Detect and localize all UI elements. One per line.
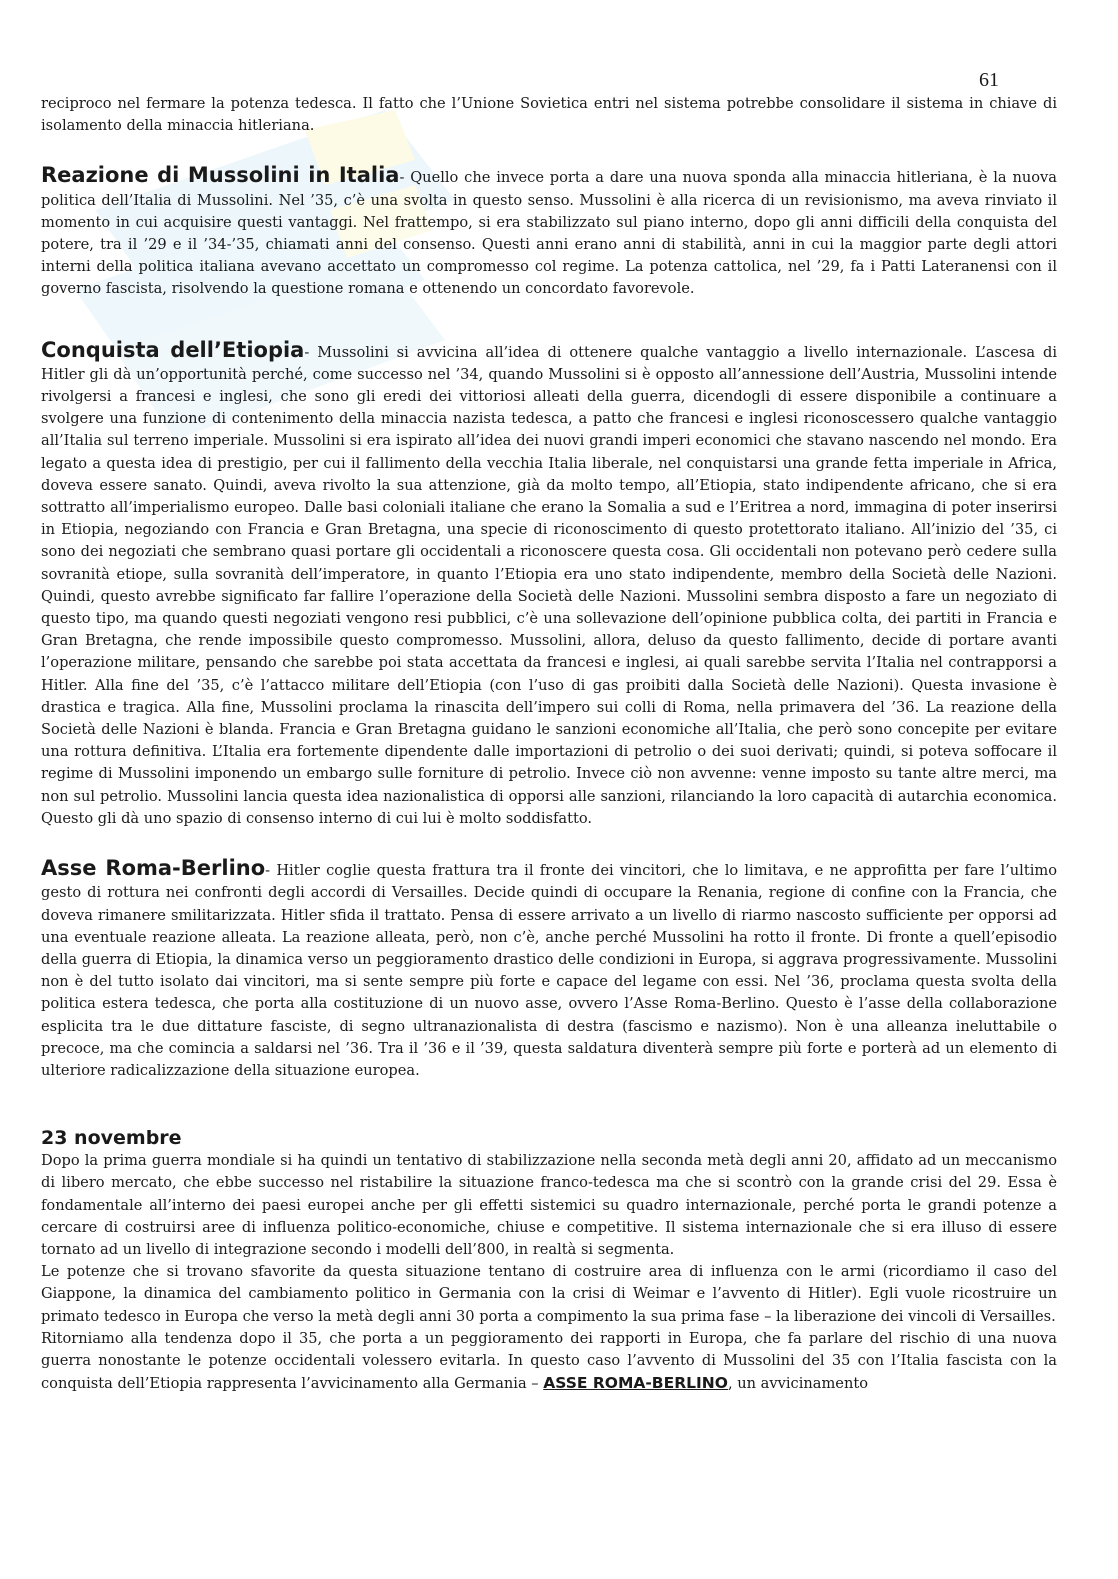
asse-roma-berlino-emphasis: ASSE ROMA-BERLINO — [543, 1374, 728, 1393]
section-mussolini-italia — [41, 164, 1057, 300]
november-paragraph-2: Le potenze che si trovano sfavorite da questa situazione tentano di costruire area di influenza con le armi (ricordiamo il caso del Giappone, la dinamica del cambiamento politico in Germania con la crisi di Weimar e l’avvento di Hitler). Egli vuole ricostruire un primato tedesco in Europa che verso la metà degli anni 30 porta a compimento la sua prima fase – la liberazione dei vincoli di Versailles. — [41, 1263, 1057, 1325]
section-text: - Quello che invece porta a dare una nuova sponda alla minaccia hitleriana, è la nuova politica dell’Italia di Mussolini. Nel ’35, c’è una svolta in questo senso. Mussolini è alla ricerca di un revisionismo, ma aveva rinviato il momento in cui acquisire questi vantaggi. Nel frattempo, si era stabilizzato sul piano interno, dopo gli anni difficili della conquista del potere, tra il ’29 e il ’34-’35, chiamati anni del consenso. Questi anni erano anni di stabilità, anni in cui la maggior parte degli attori interni della politica italiana avevano accettato un compromesso col regime. La potenza cattolica, nel ’29, fa i Patti Lateranensi con il governo fascista, risolvendo la questione romana e ottenendo un concordato favorevole. — [41, 169, 1057, 298]
date-heading: 23 novembre — [41, 1127, 182, 1150]
document-body — [41, 93, 1057, 1395]
november-paragraph-1: Dopo la prima guerra mondiale si ha quindi un tentativo di stabilizzazione nella seconda metà degli anni 20, affidato ad un meccanismo di libero mercato, che ebbe successo nel ristabilire la situazione franco-tedesca ma che si scontrò con la grande crisi del 29. Essa è fondamentale all’interno dei paesi europei anche per gli effetti sistemici su quadro internazionale, perché porta le grandi potenze a cercare di costruirsi aree di influenza politico-economiche, chiuse e competitive. Il sistema internazionale che si era illuso di essere tornato ad un livello di integrazione secondo i modelli dell’800, in realtà si segmenta. — [41, 1152, 1057, 1258]
section-heading: Asse Roma-Berlino — [41, 856, 266, 881]
november-paragraph-3 — [41, 1328, 1057, 1396]
section-heading: Conquista dell’Etiopia — [41, 337, 305, 362]
section-conquista-etiopia — [41, 339, 1057, 830]
page-number: 61 — [979, 69, 999, 91]
section-heading: Reazione di Mussolini in Italia — [41, 163, 400, 188]
section-asse-roma-berlino — [41, 857, 1057, 1082]
section-text: - Hitler coglie questa frattura tra il fronte dei vincitori, che lo limitava, e ne approfitta per fare l’ultimo gesto di rottura nei confronti degli accordi di Versailles. Decide quindi di occupare la Renania, regione di confine con la Francia, che doveva rimanere smilitarizzata. Hitler sfida il trattato. Pensa di essere arrivato a un livello di riarmo nascosto sufficiente per opporsi ad una eventuale reazione alleata. La reazione alleata, però, non c’è, anche perché Mussolini ha rotto il fronte. Di fronte a quell’episodio della guerra di Etiopia, la dinamica verso un peggioramento drastico delle condizioni in Europa, si aggrava progressivamente. Mussolini non è del tutto isolato dai vincitori, ma si sente sempre più forte e capace del legame con essi. Nel ’36, proclama questa svolta della politica estera tedesca, che porta alla costituzione di un nuovo asse, ovvero l’Asse Roma-Berlino. Questo è l’asse della collaborazione esplicita tra le due dittature fasciste, di segno ultranazionalista di destra (fascismo e nazismo). Non è una alleanza ineluttabile o precoce, ma che comincia a saldarsi nel ’36. Tra il ’36 e il ’39, questa saldatura diventerà sempre più forte e porterà ad un elemento di ulteriore radicalizzazione della situazione europea. — [41, 862, 1057, 1079]
paragraph-text-continued: , un avvicinamento — [727, 1375, 868, 1393]
paragraph-text: Ritorniamo alla tendenza dopo il 35, che porta a un peggioramento dei rapporti in Europa, che fa parlare del rischio di una nuova guerra nonostante le potenze occidentali volessero evitarla. In questo caso l’avvento di Mussolini del 35 con l’Italia fascista con la conquista dell’Etiopia rappresenta l’avvicinamento alla Germania – — [41, 1329, 1057, 1393]
intro-paragraph: reciproco nel fermare la potenza tedesca. Il fatto che l’Unione Sovietica entri nel sistema potrebbe consolidare il sistema in chiave di isolamento della minaccia hitleriana. — [41, 95, 1057, 135]
section-text: - Mussolini si avvicina all’idea di ottenere qualche vantaggio a livello internazionale. L’ascesa di Hitler gli dà un’opportunità perché, come successo nel ’34, quando Mussolini si è opposto all’annessione dell’Austria, Mussolini intende rivolgersi a francesi e inglesi, che sono gli eredi dei vittoriosi alleati della guerra, dicendogli di essere disponibile a continuare a svolgere una funzione di contenimento della minaccia nazista tedesca, a patto che francesi e inglesi riconoscessero qualche vantaggio all’Italia sul terreno imperiale. Mussolini si era ispirato all’idea dei nuovi grandi imperi economici che stavano nascendo nel mondo. Era legato a questa idea di prestigio, per cui il fallimento della vecchia Italia liberale, nel conquistarsi una grande fetta imperiale in Africa, doveva essere sanato. Quindi, aveva rivolto la sua attenzione, già da molto tempo, all’Etiopia, stato indipendente africano, che si era sottratto all’imperialismo europeo. Dalle basi coloniali italiane che erano la Somalia a sud e l’Eritrea a nord, immagina di poter inserirsi in Etiopia, negoziando con Francia e Gran Bretagna, una specie di riconoscimento di questo protettorato italiano. All’inizio del ’35, ci sono dei negoziati che sembrano quasi portare gli occidentali a riconoscere questa cosa. Gli occidentali non potevano però cedere sulla sovranità etiope, sulla sovranità dell’imperatore, in quanto l’Etiopia era uno stato indipendente, membro della Società delle Nazioni. Quindi, questo avrebbe significato far fallire l’operazione della Società delle Nazioni. Mussolini sembra disposto a fare un negoziato di questo tipo, ma quando questi negoziati vengono resi pubblici, c’è una sollevazione dell’opinione pubblica colta, dei partiti in Francia e Gran Bretagna, che rende impossibile questo compromesso. Mussolini, allora, deluso da questo fallimento, decide di portare avanti l’operazione militare, pensando che sarebbe poi stata accettata da francesi e inglesi, ai quali sarebbe servita l’Italia nel contrapporsi a Hitler. Alla fine del ’35, c’è l’attacco militare dell’Etiopia (con l’uso di gas proibiti dalla Società delle Nazioni). Questa invasione è drastica e tragica. Alla fine, Mussolini proclama la rinascita dell’impero sui colli di Roma, nella primavera del ’36. La reazione della Società delle Nazioni è blanda. Francia e Gran Bretagna guidano le sanzioni economiche all’Italia, che però sono concepite per evitare una rottura definitiva. L’Italia era fortemente dipendente dalle importazioni di petrolio o dei suoi derivati; quindi, si poteva soffocare il regime di Mussolini imponendo un embargo sulle forniture di petrolio. Invece ciò non avvenne: venne imposto su tante altre merci, ma non sul petrolio. Mussolini lancia questa idea nazionalistica di opporsi alle sanzioni, rilanciando la loro capacità di autarchia economica. Questo gli dà uno spazio di consenso interno di cui lui è molto soddisfatto. — [41, 343, 1057, 827]
